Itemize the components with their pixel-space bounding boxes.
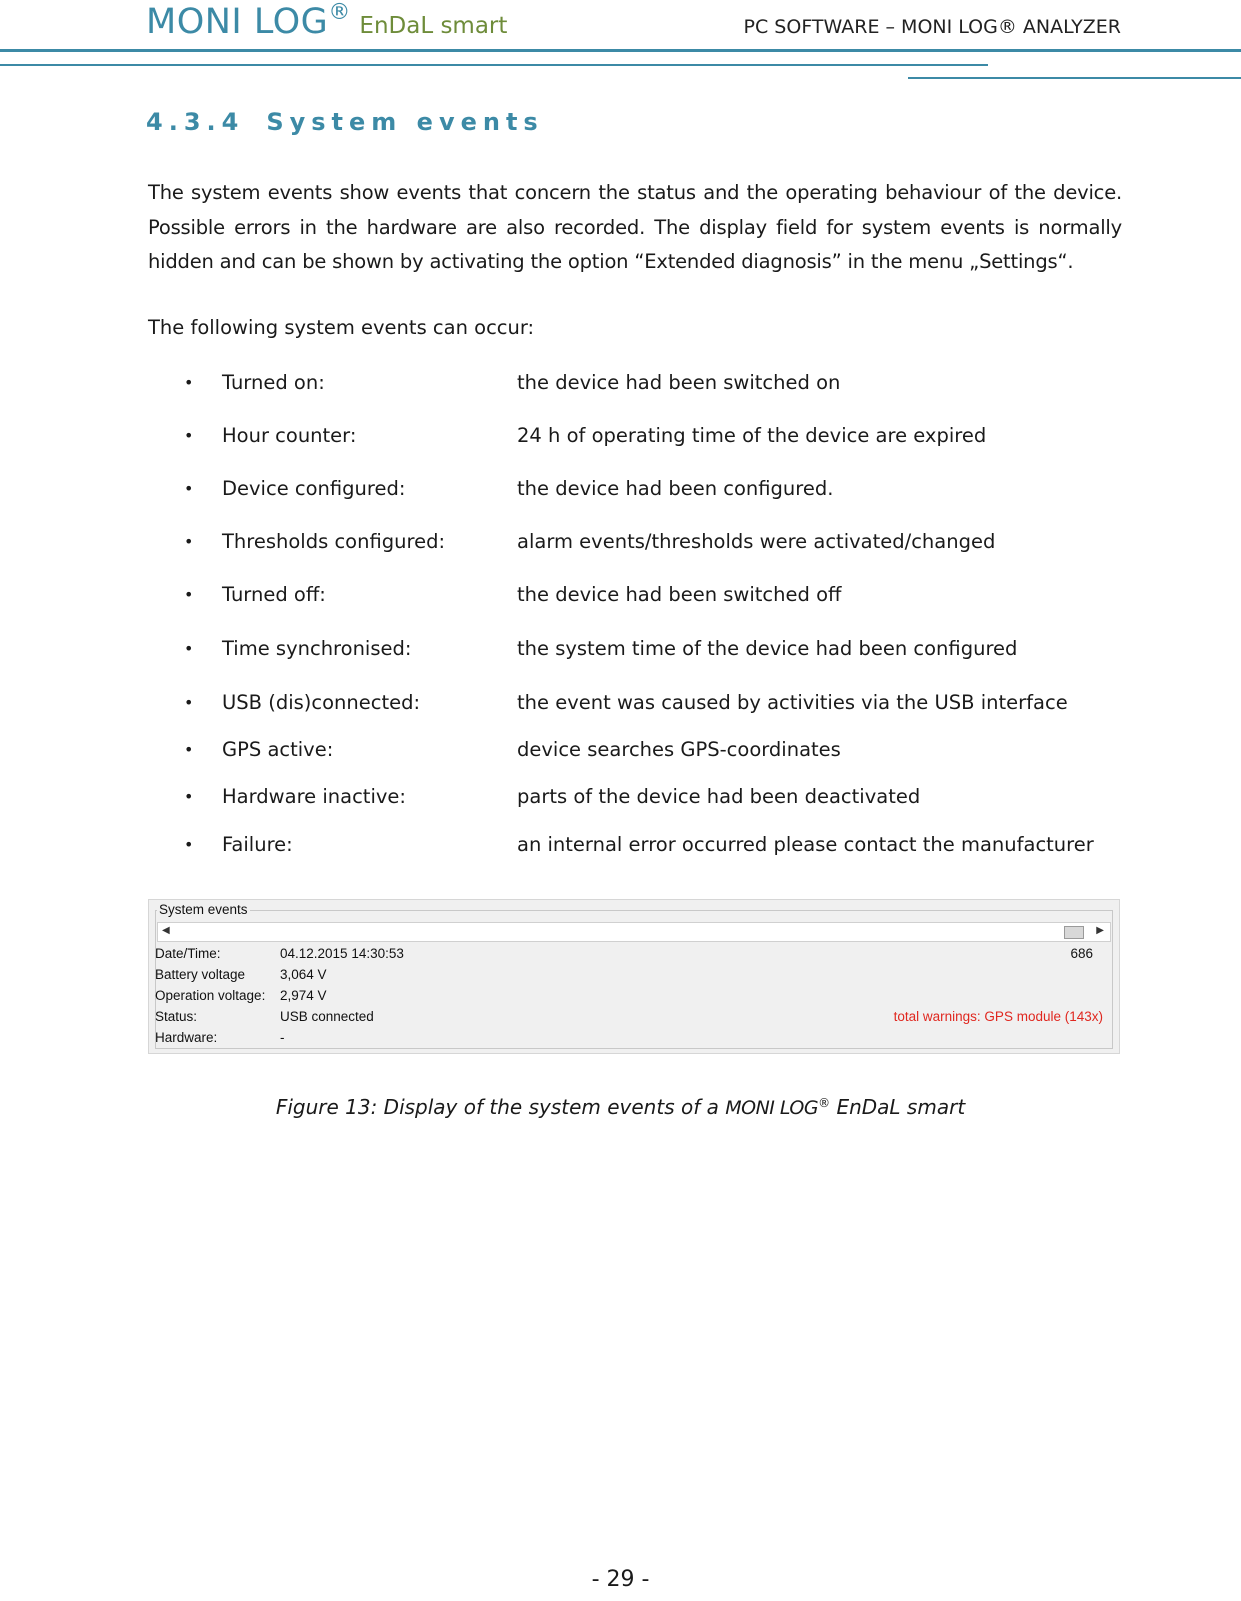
row-value: - [280,1030,285,1045]
event-term: GPS active: [222,738,334,761]
bullet: • [184,787,194,806]
event-term: Failure: [222,833,293,856]
brand-name: MONI LOG [146,2,329,42]
list-item [0,783,1241,815]
events-lead: The following system events can occur: [148,316,535,339]
event-description: device searches GPS-coordinates [517,738,841,761]
bullet: • [184,426,194,445]
bullet: • [184,479,194,498]
event-description: alarm events/thresholds were activated/changed [517,530,996,553]
event-term: Time synchronised: [222,637,412,660]
panel-legend: System events [159,902,248,917]
row-label: Date/Time: [155,946,221,961]
event-description: an internal error occurred please contact the manufacturer [517,833,1094,856]
bullet: • [184,835,194,854]
event-counter: 686 [1070,946,1093,961]
warning-text: total warnings: GPS module (143x) [893,1009,1103,1024]
event-term: Thresholds configured: [222,530,446,553]
header-brand [146,0,507,42]
brand-registered-mark: ® [328,0,351,25]
header-rule-accent [908,77,1241,79]
row-label: Hardware: [155,1030,218,1045]
section-number: 4.3.4 [146,108,245,136]
panel-row-status [155,1009,1105,1029]
caption-registered-mark: ® [818,1096,831,1110]
event-term: Hardware inactive: [222,785,406,808]
list-item [0,528,1241,560]
header-rule [0,49,1241,52]
scroll-left-arrow-icon[interactable]: ◀ [162,925,170,936]
event-term: Turned off: [222,583,326,606]
section-title: System events [266,108,544,136]
bullet: • [184,639,194,658]
event-description: the event was caused by activities via the USB interface [517,691,1068,714]
scroll-right-arrow-icon[interactable]: ▶ [1096,925,1104,936]
system-events-panel [148,899,1120,1054]
panel-row-hardware [155,1030,1105,1050]
page-number: - 29 - [591,1567,650,1592]
event-description: the system time of the device had been configured [517,637,1018,660]
event-term: Device configured: [222,477,406,500]
panel-row-battery [155,967,1105,987]
scroll-thumb[interactable] [1064,926,1084,939]
row-value: 2,974 V [280,988,327,1003]
event-description: the device had been configured. [517,477,834,500]
horizontal-scrollbar[interactable] [157,922,1111,942]
list-item [0,689,1241,721]
caption-suffix: EnDaL smart [830,1095,966,1119]
caption-prefix: Figure 13: Display of the system events of a [275,1095,726,1119]
row-value: 04.12.2015 14:30:53 [280,946,404,961]
brand-product: EnDaL smart [359,13,508,39]
event-description: 24 h of operating time of the device are expired [517,424,987,447]
header-rule-secondary [0,64,988,66]
event-term: Turned on: [222,371,325,394]
list-item [0,475,1241,507]
row-value: 3,064 V [280,967,327,982]
event-description: the device had been switched on [517,371,841,394]
event-term: USB (dis)connected: [222,691,421,714]
bullet: • [184,373,194,392]
bullet: • [184,740,194,759]
bullet: • [184,532,194,551]
row-label: Status: [155,1009,198,1024]
section-heading [146,108,544,136]
event-description: the device had been switched off [517,583,842,606]
row-label: Operation voltage: [155,988,266,1003]
list-item [0,369,1241,401]
figure-caption [0,1095,1241,1119]
row-value: USB connected [280,1009,374,1024]
list-item [0,635,1241,667]
list-item [0,736,1241,768]
event-term: Hour counter: [222,424,357,447]
list-item [0,581,1241,613]
intro-paragraph: The system events show events that concern the status and the operating behaviour of the device. Possible errors in the hardware are also recorded. The display field for system events is normally hidden and can be shown by activating the option “Extended diagnosis” in the menu „Settings“. [148,181,1122,273]
bullet: • [184,585,194,604]
panel-row-operation-voltage [155,988,1105,1008]
list-item [0,831,1241,863]
list-item [0,422,1241,454]
row-label: Battery voltage [155,967,246,982]
header-title: PC SOFTWARE – MONI LOG® ANALYZER [743,16,1121,38]
bullet: • [184,693,194,712]
caption-brand: MONI LOG [725,1097,819,1119]
panel-row-datetime [155,946,1105,966]
event-description: parts of the device had been deactivated [517,785,921,808]
